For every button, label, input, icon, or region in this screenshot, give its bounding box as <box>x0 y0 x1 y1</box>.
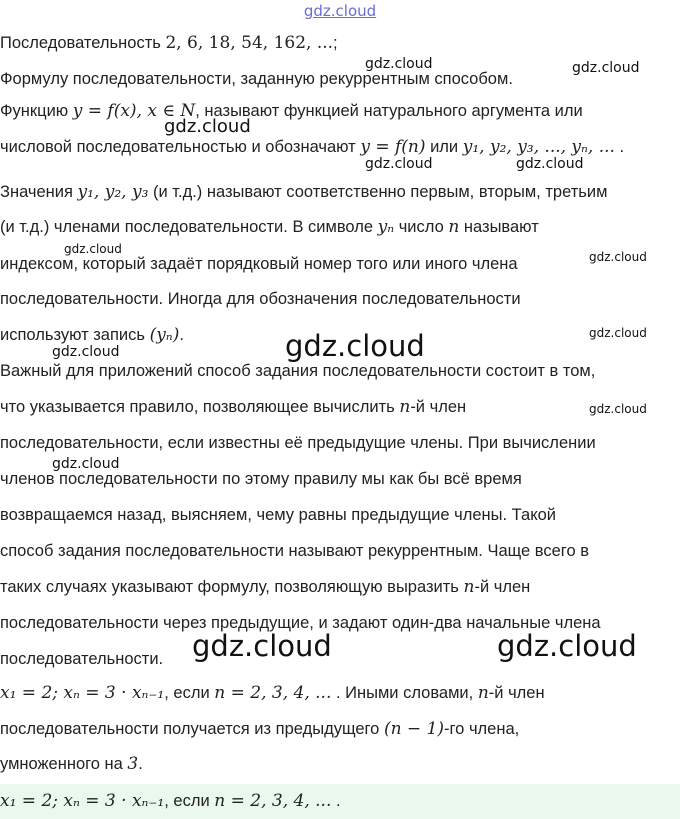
math: y₁, y₂, y₃ <box>77 182 149 202</box>
watermark: gdz.cloud <box>365 156 433 172</box>
paragraph-line <box>0 539 589 563</box>
text: последовательности, если известны её предыдущие члены. При вычислении <box>0 434 596 452</box>
text: называют <box>459 218 539 236</box>
site-header-link[interactable]: gdz.cloud <box>303 2 377 20</box>
math: y = f(x), x ∈ N <box>72 101 196 121</box>
text: последовательности получается из предыдущего <box>0 720 384 738</box>
paragraph-line <box>0 180 607 204</box>
watermark: gdz.cloud <box>572 60 640 76</box>
text: , называют функцией натурального аргумента или <box>195 102 583 120</box>
watermark: gdz.cloud <box>164 116 251 137</box>
paragraph-line <box>0 431 596 455</box>
text: ; <box>333 34 338 52</box>
paragraph-line <box>0 647 163 671</box>
text: Формулу последовательности, заданную рекуррентным способом. <box>0 70 513 88</box>
paragraph-line <box>0 503 556 527</box>
text: (и т.д.) называют соответственно первым, вторым, третьим <box>148 183 608 201</box>
text: Значения <box>0 183 78 201</box>
text: умноженного на <box>0 755 128 773</box>
text: последовательности через предыдущие, и задают один-два начальные члена <box>0 614 601 632</box>
math: 2, 6, 18, 54, 162, ... <box>165 33 334 53</box>
paragraph-line <box>0 717 519 741</box>
text: последовательности. Иногда для обозначения последовательности <box>0 290 521 308</box>
text: . <box>331 792 341 810</box>
watermark: gdz.cloud <box>192 629 332 663</box>
math: n = 2, 3, 4, ... <box>214 791 332 811</box>
watermark: gdz.cloud <box>589 250 647 264</box>
math: y₁, y₂, y₃, ..., yₙ, ... <box>462 137 615 157</box>
text: , если <box>164 792 215 810</box>
text: Важный для приложений способ задания последовательности состоит в том, <box>0 362 596 380</box>
watermark: gdz.cloud <box>285 329 425 363</box>
text: способ задания последовательности называют рекуррентным. Чаще всего в <box>0 542 589 560</box>
text: . <box>179 326 184 344</box>
text: числовой последовательностью и обозначают <box>0 138 361 156</box>
text: -го члена, <box>444 720 520 738</box>
text: (и т.д.) членами последовательности. В символе <box>0 218 378 236</box>
math: (n − 1) <box>383 719 445 739</box>
text: что указывается правило, позволяющее вычислить <box>0 398 400 416</box>
text: используют запись <box>0 326 150 344</box>
text: членов последовательности по этому правилу мы как бы всё время <box>0 470 522 488</box>
math: n <box>477 683 489 703</box>
math: (yₙ) <box>149 325 180 345</box>
answer-line <box>0 789 341 813</box>
text: . <box>614 138 625 156</box>
math: n = 2, 3, 4, ... <box>214 683 332 703</box>
math: y = f(n) <box>360 137 426 157</box>
watermark: gdz.cloud <box>52 344 120 360</box>
paragraph-line <box>0 752 143 776</box>
text: . <box>138 755 143 773</box>
text: -й член <box>474 578 531 596</box>
text: последовательности. <box>0 650 164 668</box>
math: n <box>399 397 411 417</box>
paragraph-line <box>0 575 530 599</box>
text: Последовательность <box>0 34 166 52</box>
math: x₁ = 2; xₙ = 3 · xₙ₋₁ <box>0 683 165 703</box>
text: , если <box>164 684 215 702</box>
watermark: gdz.cloud <box>365 56 433 72</box>
line-sequence <box>0 31 338 55</box>
watermark: gdz.cloud <box>516 156 584 172</box>
text: -й член <box>488 684 545 702</box>
text: индексом, который задаёт порядковый номер того или иного члена <box>0 255 518 273</box>
paragraph-line <box>0 681 545 705</box>
paragraph-line <box>0 215 539 239</box>
watermark: gdz.cloud <box>52 456 120 472</box>
line-task <box>0 67 513 91</box>
text: или <box>425 138 463 156</box>
paragraph-line <box>0 395 466 419</box>
text: Функцию <box>0 102 73 120</box>
text: возвращаемся назад, выясняем, чему равны предыдущие члены. Такой <box>0 506 556 524</box>
paragraph-line <box>0 99 583 123</box>
math: x₁ = 2; xₙ = 3 · xₙ₋₁ <box>0 791 165 811</box>
watermark: gdz.cloud <box>64 242 122 256</box>
paragraph-line <box>0 287 521 311</box>
watermark: gdz.cloud <box>497 629 637 663</box>
text: -й член <box>410 398 467 416</box>
watermark: gdz.cloud <box>589 326 647 340</box>
text: . Иными словами, <box>331 684 478 702</box>
math: n <box>463 577 475 597</box>
text: таких случаях указывают формулу, позволяющую выразить <box>0 578 464 596</box>
math: n <box>448 217 460 237</box>
math: yₙ <box>377 217 395 237</box>
math: 3 <box>127 754 139 774</box>
watermark: gdz.cloud <box>589 402 647 416</box>
text: число <box>394 218 449 236</box>
